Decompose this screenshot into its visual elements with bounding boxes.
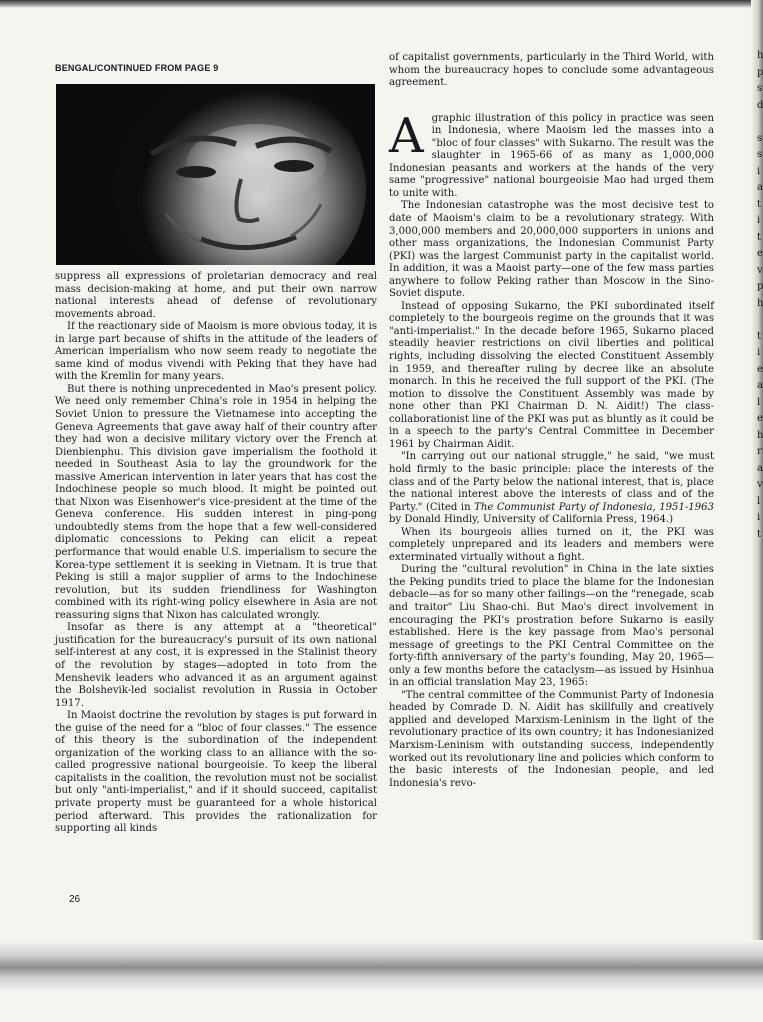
edge-letter: r	[757, 446, 762, 457]
edge-letter	[757, 725, 763, 742]
face-photo-image	[56, 84, 375, 265]
edge-letter	[757, 758, 763, 775]
drop-cap: A	[389, 107, 424, 164]
edge-letter: l	[757, 495, 761, 507]
photo-portrait	[56, 84, 375, 265]
edge-letter: t	[757, 198, 762, 210]
edge-letter: i	[757, 512, 761, 523]
edge-letter	[757, 923, 763, 940]
edge-letter	[757, 609, 763, 626]
edge-letter	[757, 692, 763, 709]
edge-letter: s	[757, 83, 763, 94]
edge-letter: h	[757, 50, 763, 61]
edge-letter	[757, 840, 763, 857]
paragraph-text: "In carrying out our national struggle," he said, "we must hold firmly to the basic principle: place the interests of the class and of the Party below the national interest, that is, place the national interest above the interests of class and of the Party." (Cited in	[389, 451, 714, 513]
page-number: 26	[69, 894, 81, 905]
paragraph: Instead of opposing Sukarno, the PKI subordinated itself completely to the bourgeois regime on the grounds that it was "anti-imperialist." In the decade before 1965, Sukarno placed steadily heavier restrictions on civil liberties and political rights, including dissolving the elected Constituent Assembly in 1959, and thereafter ruling by decree like an absolute monarch. In this he received the full support of the PKI. (The motion to dissolve the Constituent Assembly was made by none other than PKI Chairman D. N. Aidit!) The class-collaborationist line of the PKI was put as bluntly as it could be in a speech to the party's Central Committee in December 1961 by Chairman Aidit.	[389, 300, 714, 450]
edge-letter	[757, 642, 763, 659]
edge-letter	[757, 659, 763, 676]
edge-letter: e	[757, 413, 763, 424]
paragraph-text: by Donald Hindly, University of California Press, 1964.)	[389, 514, 674, 526]
edge-letter	[757, 906, 763, 923]
edge-letter: t	[757, 330, 762, 342]
dropcap-paragraph	[389, 107, 714, 201]
edge-letter: v	[757, 479, 763, 490]
edge-letter: i	[757, 347, 761, 358]
article-column-right	[389, 52, 714, 790]
edge-letter: h	[757, 429, 763, 441]
edge-letter: e	[757, 248, 763, 259]
paragraph: Insofar as there is any attempt at a "theoretical" justification for the bureaucracy's pursuit of its own national self-interest at any cost, it is expressed in the Stalinist theory of the revolution by stages—adopted in toto from the Menshevik leaders who advanced it as an argument against the Bolshevik-led socialist revolution in Russia in October 1917.	[55, 622, 377, 709]
edge-letter: a	[757, 380, 763, 391]
paragraph: But there is nothing unprecedented in Mao's present policy. We need only remember China's role in 1954 in helping the Soviet Union to pressure the Vietnamese into accepting the Geneva Agreements that gave away half of their country after they had won a decisive military victory over the French at Dienbienphu. This division gave imperialism the foothold it needed in Southeast Asia to lay the groundwork for the massive American intervention in later years that has cost the Indochinese people so much blood. It might be pointed out that Nixon was Eisenhower's vice-president at the time of the Geneva conference. His sudden interest in ping-pong undoubtedly stems from the hope that a few well-considered diplomatic concessions to Peking can elicit a repeat performance that would enable U.S. imperialism to secure the Korea-type settlement it is seeking in Vietnam. It is true that Peking is still a major supplier of arms to the Indochinese revolution, but its sudden friendliness for Washington combined with its right-wing policy elsewhere in Asia are not reassuring signs that Nixon has calculated wrongly.	[55, 383, 377, 621]
edge-letter	[757, 560, 763, 577]
edge-letter: l	[757, 396, 761, 408]
edge-letter	[757, 543, 763, 560]
edge-letter: h	[757, 297, 763, 309]
edge-letter	[757, 807, 763, 824]
edge-letter: t	[757, 231, 762, 243]
edge-letter	[757, 890, 763, 907]
scan-top-edge	[0, 0, 763, 8]
edge-letter: a	[757, 462, 763, 474]
edge-letter: a	[757, 182, 763, 193]
paragraph: If the reactionary side of Maoism is more obvious today, it is in large part because of shifts in the attitude of the leaders of American imperialism who now seem ready to negotiate the same kind of modus vivendi with Peking that they have had with the Kremlin for many years.	[55, 321, 377, 383]
paragraph: When its bourgeois allies turned on it, the PKI was completely unprepared and its leaders and members were exterminated virtually without a fight.	[389, 526, 714, 563]
book-title: The Communist Party of Indonesia, 1951-1963	[474, 501, 714, 513]
paragraph: suppress all expressions of proletarian democracy and real mass decision-making at home, and put their own narrow national interests ahead of defense of revolutionary movements abroad.	[55, 271, 377, 320]
edge-letter	[757, 791, 763, 808]
edge-letter	[757, 626, 763, 643]
paragraph: The Indonesian catastrophe was the most decisive test to date of Maoism's claim to be a revolutionary strategy. With 3,000,000 members and 20,000,000 supporters in unions and other mass organizations, the Indonesian Communist Party (PKI) was the largest Communist party in the capitalist world. In addition, it was a Maoist party—one of the few mass parties anywhere to follow Peking rather than Moscow in the Sino-Soviet dispute.	[389, 200, 714, 300]
edge-letter	[757, 774, 763, 791]
edge-letter: i	[757, 215, 761, 226]
edge-letter	[757, 989, 763, 1006]
article-column-left	[55, 271, 377, 836]
edge-letter	[757, 824, 763, 841]
edge-letter: v	[757, 264, 763, 276]
paragraph: In Maoist doctrine the revolution by stages is put forward in the guise of the need for a "bloc of four classes." The essence of this theory is the subordination of the independent organization of the working class to an alliance with the so-called progressive national bourgeoisie. To keep the liberal capitalists in the coalition, the revolution must not be socialist but only "anti-imperialist," and if it should succeed, capitalist private property must be guaranteed for a whole historical period afterward. This provides the rationalization for supporting all kinds	[55, 710, 377, 835]
edge-letter: p	[757, 66, 763, 78]
edge-letter	[757, 873, 763, 890]
scan-bottom-edge	[0, 940, 763, 990]
edge-letter	[757, 708, 763, 725]
edge-letter: e	[757, 363, 763, 375]
paragraph: "The central committee of the Communist Party of Indonesia headed by Comrade D. N. Aidit has skillfully and creatively applied and developed Marxism-Leninism in the light of the revolutionary practice of its own country; it has Indonesianized Marxism-Leninism with outstanding success, independently worked out its revolutionary line and policies which conform to the basic interests of the Indonesian people, and led Indonesia's revo-	[389, 689, 714, 789]
edge-letter	[757, 675, 763, 692]
adjacent-page-edge-text	[757, 48, 763, 1022]
edge-letter: i	[757, 165, 761, 177]
edge-letter	[757, 593, 763, 610]
edge-letter	[757, 312, 763, 329]
continuation-heading: BENGAL/CONTINUED FROM PAGE 9	[55, 63, 219, 73]
edge-letter: p	[757, 281, 763, 292]
edge-letter: s	[757, 132, 763, 144]
edge-letter	[757, 1005, 763, 1022]
paragraph-with-citation	[389, 451, 714, 526]
paragraph-text: graphic illustration of this policy in practice was seen in Indonesia, where Maoism led the masses into a "bloc of four classes" with Sukarno. The result was the slaughter in 1965-66 of as many as 1,000,000 Indonesian peasants and workers at the hands of the very same "progressive" national bourgeoisie Mao had urged them to unite with.	[389, 112, 714, 199]
edge-letter	[757, 114, 763, 131]
edge-letter	[757, 857, 763, 874]
edge-letter: s	[757, 149, 763, 160]
paragraph: During the "cultural revolution" in China in the late sixties the Peking pundits tried to place the blame for the Indonesian debacle—as for so many other failings—on the "renegade, scab and traitor" Liu Shao-chi. But Mao's direct involvement in encouraging the PKI's prostration before Sukarno is easily established. Here is the key passage from Mao's personal message of greetings to the PKI Central Committee on the forty-fifth anniversary of the party's founding, May 20, 1965—only a few months before the cataclysm—as issued by Hsinhua in an official translation May 23, 1965:	[389, 564, 714, 689]
edge-letter: d	[757, 99, 763, 111]
edge-letter: t	[757, 528, 762, 540]
paragraph: of capitalist governments, particularly in the Third World, with whom the bureaucracy hopes to conclude some advantageous agreement.	[389, 52, 714, 89]
edge-letter	[757, 576, 763, 593]
edge-letter	[757, 741, 763, 758]
